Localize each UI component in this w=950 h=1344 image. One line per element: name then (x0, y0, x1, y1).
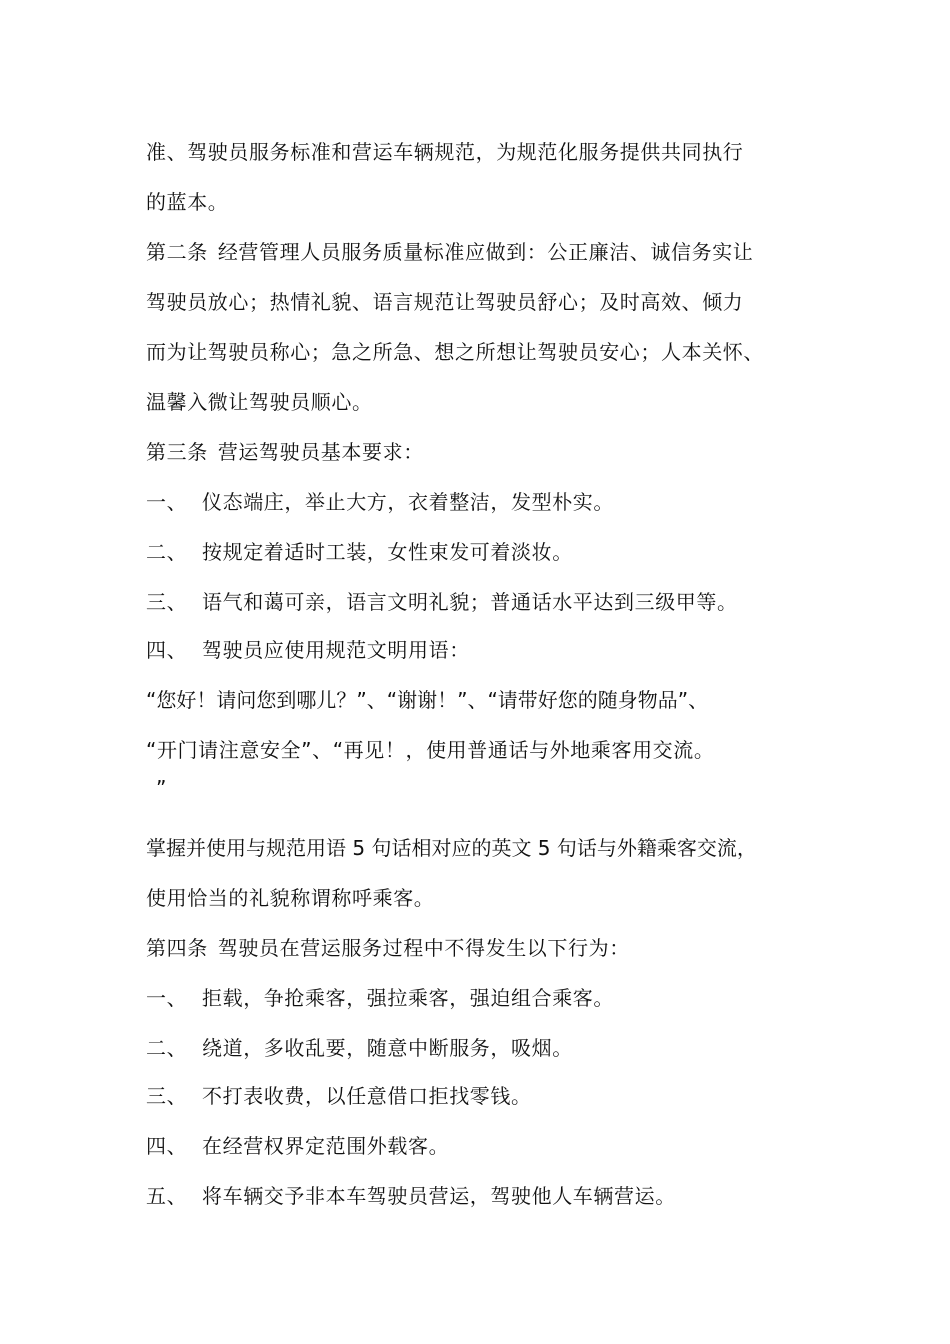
intro-line-2: 的蓝本。 (146, 190, 229, 214)
article-2-text-1: 经营管理人员服务质量标准应做到：公正廉洁、诚信务实让 (217, 240, 754, 264)
item-number: 四、 (146, 638, 188, 662)
article-3-item-4 (146, 636, 836, 664)
item-number: 五、 (146, 1184, 188, 1208)
phrases-line-2: “开门请注意安全”、“再见！，使用普通话与外地乘客用交流。 (146, 738, 715, 762)
phrases-line-3: ” (156, 776, 167, 800)
item-number: 三、 (146, 590, 188, 614)
item-number: 一、 (146, 986, 188, 1010)
article-4-title: 驾驶员在营运服务过程中不得发生以下行为： (217, 936, 630, 960)
article-4-item-3 (146, 1082, 836, 1110)
article-2-line-1 (146, 238, 836, 266)
article-3-item-2 (146, 538, 836, 566)
item-text: 不打表收费，以任意借口拒找零钱。 (202, 1084, 532, 1108)
item-number: 四、 (146, 1134, 188, 1158)
article-3-item-1 (146, 488, 836, 516)
english-line-1: 掌握并使用与规范用语 5 句话相对应的英文 5 句话与外籍乘客交流， (146, 836, 757, 860)
article-4-item-2 (146, 1034, 836, 1062)
english-line-2: 使用恰当的礼貌称谓称呼乘客。 (146, 886, 435, 910)
article-4-heading (146, 934, 836, 962)
item-text: 驾驶员应使用规范文明用语： (202, 638, 470, 662)
article-4-item-5 (146, 1182, 836, 1210)
item-text: 语气和蔼可亲，语言文明礼貌；普通话水平达到三级甲等。 (202, 590, 738, 614)
article-4-label: 第四条 (146, 936, 208, 960)
article-2-line-3: 而为让驾驶员称心；急之所急、想之所想让驾驶员安心；人本关怀、 (146, 340, 764, 364)
item-text: 在经营权界定范围外载客。 (202, 1134, 450, 1158)
item-text: 将车辆交予非本车驾驶员营运，驾驶他人车辆营运。 (202, 1184, 676, 1208)
item-number: 一、 (146, 490, 188, 514)
item-number: 二、 (146, 540, 188, 564)
article-3-label: 第三条 (146, 440, 208, 464)
article-3-heading (146, 438, 836, 466)
intro-line-1: 准、驾驶员服务标准和营运车辆规范，为规范化服务提供共同执行 (146, 140, 744, 164)
item-number: 三、 (146, 1084, 188, 1108)
article-3-title: 营运驾驶员基本要求： (217, 440, 424, 464)
phrases-line-1: “您好！请问您到哪儿？”、“谢谢！”、“请带好您的随身物品”、 (146, 688, 709, 712)
article-2-label: 第二条 (146, 240, 208, 264)
article-3-item-3 (146, 588, 836, 616)
article-4-item-4 (146, 1132, 836, 1160)
article-4-item-1 (146, 984, 836, 1012)
article-2-line-4: 温馨入微让驾驶员顺心。 (146, 390, 373, 414)
item-text: 按规定着适时工装，女性束发可着淡妆。 (202, 540, 573, 564)
item-number: 二、 (146, 1036, 188, 1060)
item-text: 拒载，争抢乘客，强拉乘客，强迫组合乘客。 (202, 986, 614, 1010)
article-2-line-2: 驾驶员放心；热情礼貌、语言规范让驾驶员舒心；及时高效、倾力 (146, 290, 744, 314)
item-text: 绕道，多收乱要，随意中断服务，吸烟。 (202, 1036, 573, 1060)
item-text: 仪态端庄，举止大方，衣着整洁，发型朴实。 (202, 490, 614, 514)
